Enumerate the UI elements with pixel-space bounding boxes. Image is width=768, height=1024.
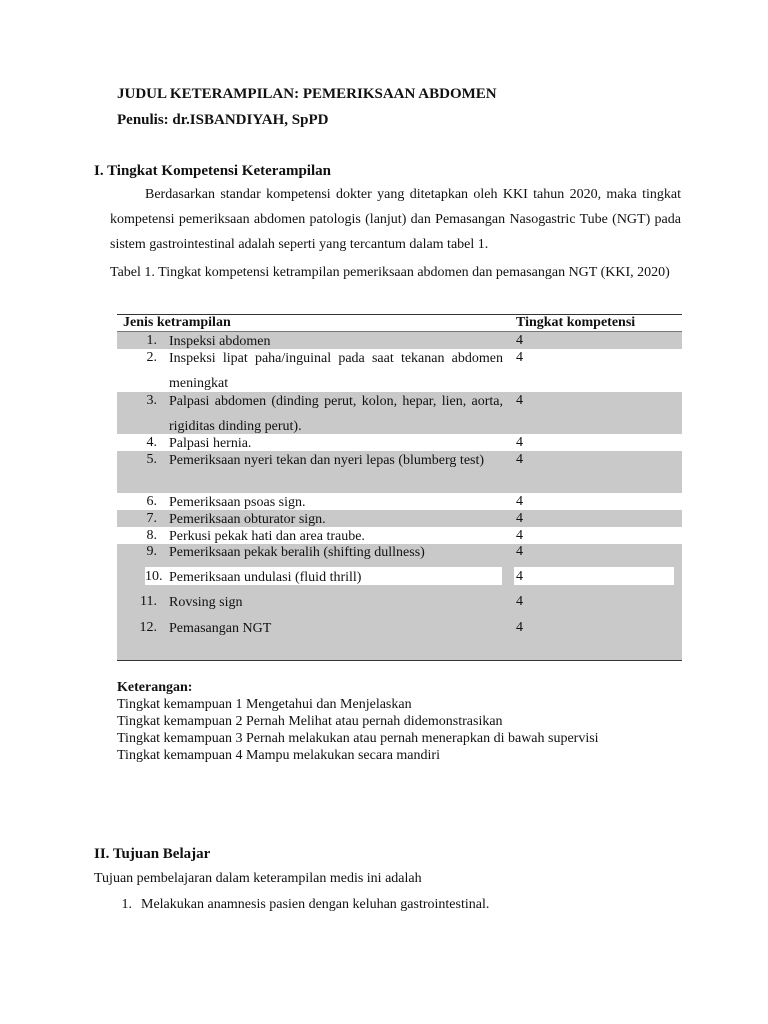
- objective-text: Melakukan anamnesis pasien dengan keluhan gastrointestinal.: [141, 897, 490, 912]
- legend-item: Tingkat kemampuan 1 Mengetahui dan Menjelaskan: [117, 697, 412, 712]
- document-title: JUDUL KETERAMPILAN: PEMERIKSAAN ABDOMEN: [117, 86, 497, 102]
- row-level: 4: [516, 393, 523, 408]
- row-skill: Pemasangan NGT: [169, 621, 272, 636]
- objectives-intro: Tujuan pembelajaran dalam keterampilan medis ini adalah: [94, 871, 422, 886]
- row-skill: Inspeksi abdomen: [169, 334, 271, 349]
- row-level: 4: [516, 435, 523, 450]
- row-number: 6.: [146, 494, 157, 509]
- row-number: 10.: [145, 569, 163, 584]
- row-level: 4: [516, 528, 523, 543]
- row-skill: Pemeriksaan psoas sign.: [169, 495, 306, 510]
- legend-item: Tingkat kemampuan 3 Pernah melakukan atau pernah menerapkan di bawah supervisi: [117, 731, 599, 746]
- row-skill: Palpasi hernia.: [169, 436, 252, 451]
- row-number: 12.: [139, 620, 157, 635]
- section-heading-competency: I. Tingkat Kompetensi Keterampilan: [94, 163, 331, 179]
- row-number: 2.: [146, 350, 157, 365]
- competency-table: [117, 314, 682, 661]
- objective-number: 1.: [121, 897, 132, 912]
- row-skill: Perkusi pekak hati dan area traube.: [169, 529, 365, 544]
- row-skill: Pemeriksaan nyeri tekan dan nyeri lepas (blumberg test): [169, 453, 485, 468]
- legend-title: Keterangan:: [117, 680, 193, 695]
- row-level: 4: [516, 544, 523, 559]
- competency-paragraph: Berdasarkan standar kompetensi dokter yang ditetapkan oleh KKI tahun 2020, maka tingkat kompetensi pemeriksaan abdomen patologis (lanjut) dan Pemasangan Nasogastric Tube (NGT) pada sistem gastrointestinal adalah seperti yang tercantum dalam tabel 1.: [110, 187, 681, 252]
- column-header-level: Tingkat kompetensi: [516, 315, 636, 330]
- row-number: 1.: [146, 333, 157, 348]
- table-bottom-rule: [117, 660, 682, 661]
- row-skill: Pemeriksaan obturator sign.: [169, 512, 326, 527]
- row-number: 9.: [146, 544, 157, 559]
- row-skill: Pemeriksaan undulasi (fluid thrill): [169, 570, 362, 585]
- row-number: 8.: [146, 528, 157, 543]
- row-level: 4: [516, 452, 523, 467]
- row-level: 4: [516, 569, 523, 584]
- row-10-level-box: [514, 567, 674, 585]
- row-skill: Inspeksi lipat paha/inguinal pada saat tekanan abdomen meningkat: [169, 351, 503, 391]
- row-skill: Palpasi abdomen (dinding perut, kolon, hepar, lien, aorta, rigiditas dinding perut).: [169, 394, 503, 434]
- row-level: 4: [516, 350, 523, 365]
- row-number: 4.: [146, 435, 157, 450]
- legend-item: Tingkat kemampuan 2 Pernah Melihat atau pernah didemonstrasikan: [117, 714, 503, 729]
- row-level: 4: [516, 494, 523, 509]
- row-level: 4: [516, 333, 523, 348]
- section-heading-objectives: II. Tujuan Belajar: [94, 846, 211, 862]
- row-number: 11.: [140, 594, 157, 609]
- column-header-skill: Jenis ketrampilan: [123, 315, 231, 330]
- row-level: 4: [516, 511, 523, 526]
- row-level: 4: [516, 620, 523, 635]
- row-skill: Rovsing sign: [169, 595, 243, 610]
- row-number: 7.: [146, 511, 157, 526]
- table-header-rule: [117, 331, 682, 332]
- row-number: 3.: [146, 393, 157, 408]
- document-author: Penulis: dr.ISBANDIYAH, SpPD: [117, 112, 329, 128]
- row-skill: Pemeriksaan pekak beralih (shifting dullness): [169, 545, 425, 560]
- table-caption: Tabel 1. Tingkat kompetensi ketrampilan pemeriksaan abdomen dan pemasangan NGT (KKI, 2020): [110, 265, 670, 280]
- row-level: 4: [516, 594, 523, 609]
- row-number: 5.: [146, 452, 157, 467]
- legend-item: Tingkat kemampuan 4 Mampu melakukan secara mandiri: [117, 748, 440, 763]
